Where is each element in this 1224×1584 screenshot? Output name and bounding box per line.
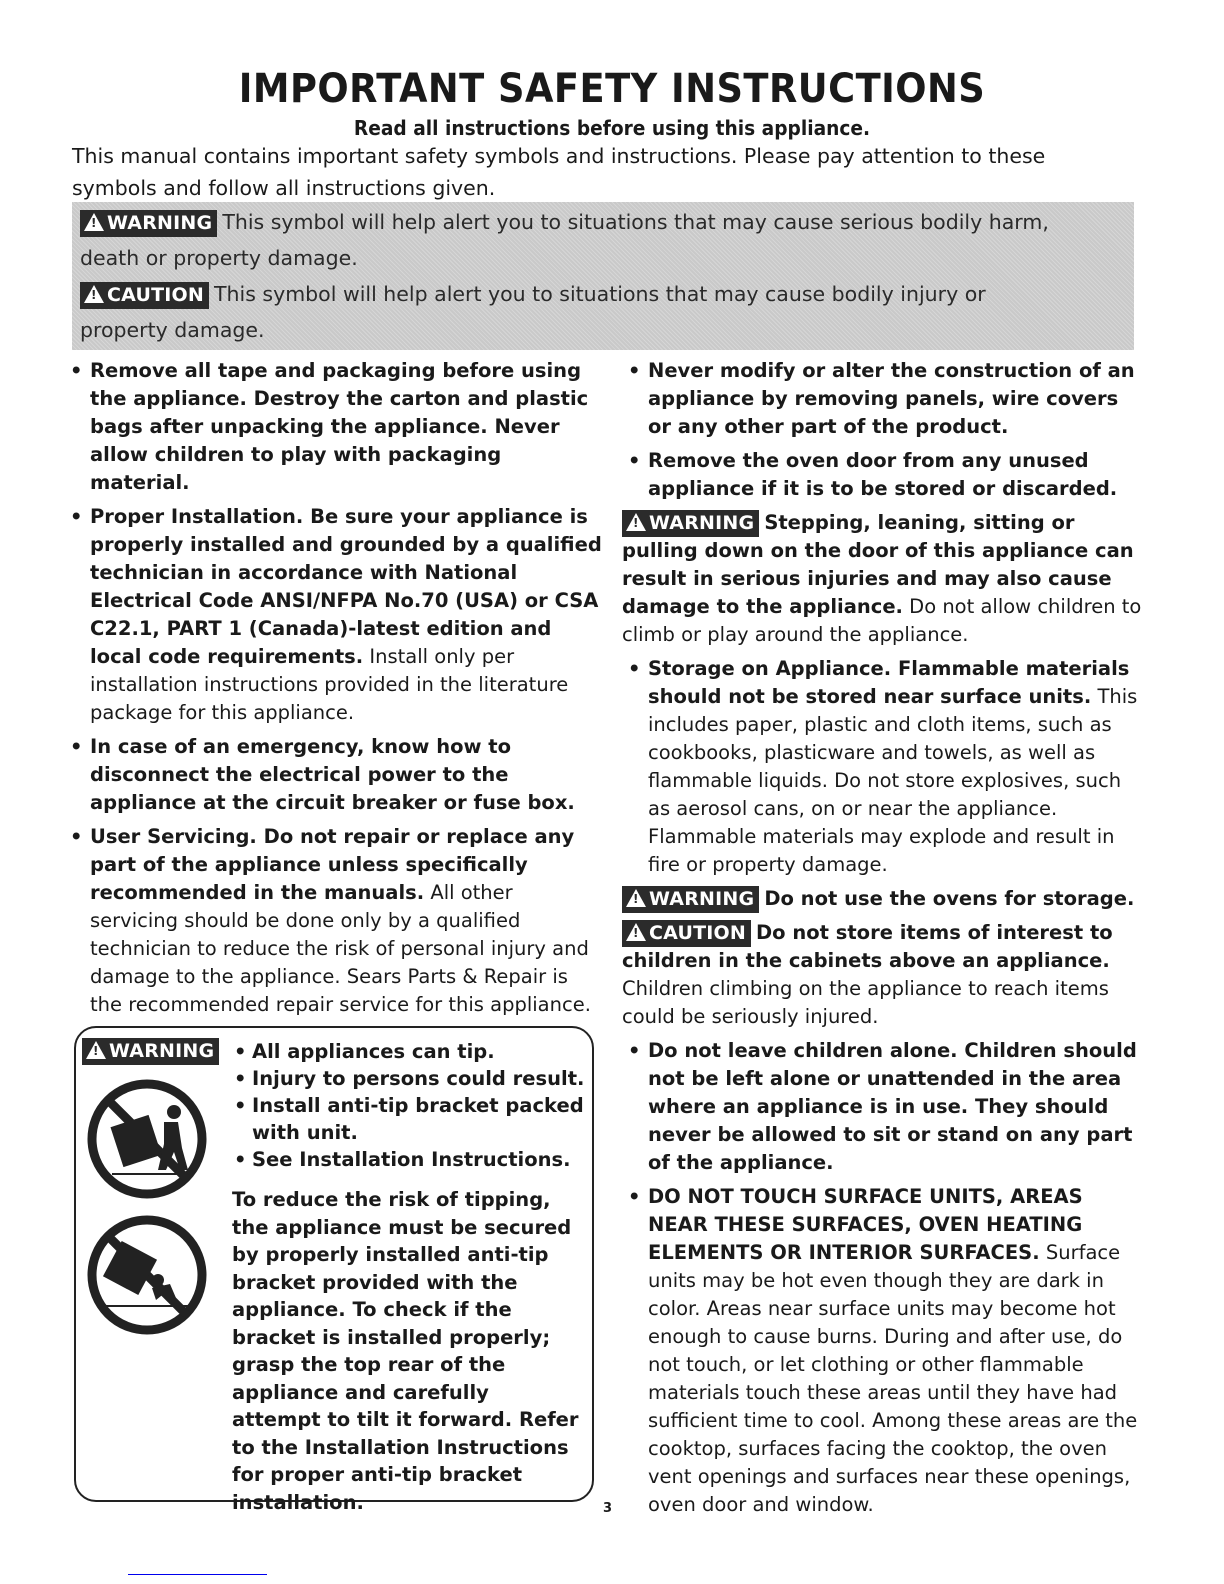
warning-triangle-icon xyxy=(626,889,646,907)
list-item: • Storage on Appliance. Flammable materials should not be stored near surface units. This includes paper, plastic and cloth items, such as cookbooks, plasticware and towels, as well as flammable liquids. Do not store explosives, such as aerosol cans, on or near the appliance. Flammable materials may explode and result in fire or property damage. xyxy=(622,655,1142,879)
caution-definition-cont: property damage. xyxy=(80,318,265,342)
caution-notice: !CAUTION Do not store items of interest to children in the cabinets above an appliance. Children climbing on the appliance to reach items could be seriously injured. xyxy=(622,919,1142,1031)
safety-symbols-box xyxy=(72,202,1134,350)
page-subtitle: Read all instructions before using this appliance. xyxy=(353,116,871,140)
anti-tip-warning-box xyxy=(74,1026,594,1514)
list-item: • Do not leave children alone. Children should not be left alone or unattended in the area where an appliance is in use. They should never be allowed to sit or stand on any part of the appliance. xyxy=(622,1037,1142,1177)
list-item: • Proper Installation. Be sure your appliance is properly installed and grounded by a qualified technician in accordance with National Electrical Code ANSI/NFPA No.70 (USA) or CSA C22.1, PART 1 (Canada)-latest edition and local code requirements. Install only per installation instructions provided in the literature package for this appliance. xyxy=(64,503,604,727)
warning-badge: !WARNING xyxy=(622,886,759,913)
right-column xyxy=(622,357,1142,1525)
anti-tip-bullets xyxy=(232,1038,592,1173)
warning-triangle-icon xyxy=(84,213,104,231)
list-item: • See Installation Instructions. xyxy=(232,1146,592,1173)
warning-definition-cont: death or property damage. xyxy=(80,246,358,270)
caution-badge: !CAUTION xyxy=(80,282,209,309)
warning-triangle-icon xyxy=(84,285,104,303)
warning-badge: !WARNING xyxy=(82,1038,219,1065)
list-item: • User Servicing. Do not repair or replace any part of the appliance unless specifically recommended in the manuals. All other servicing should be done only by a qualified technician to reduce the risk of personal injury and damage to the appliance. Sears Parts & Repair is the recommended repair service for this appliance. xyxy=(64,823,604,1019)
warning-notice: !WARNING Stepping, leaning, sitting or pulling down on the door of this appliance can result in serious injuries and may also cause damage to the appliance. Do not allow children to climb or play around the appliance. xyxy=(622,509,1142,649)
caution-definition: !CAUTION This symbol will help alert you to situations that may cause bodily injury or xyxy=(80,282,986,309)
warning-triangle-icon xyxy=(86,1041,106,1059)
no-tipping-adult-icon xyxy=(86,1078,208,1200)
warning-notice: !WARNING Do not use the ovens for storage. xyxy=(622,885,1142,913)
list-item: • All appliances can tip. xyxy=(232,1038,592,1065)
list-item: • Remove the oven door from any unused appliance if it is to be stored or discarded. xyxy=(622,447,1142,503)
list-item: • Remove all tape and packaging before using the appliance. Destroy the carton and plastic bags after unpacking the appliance. Never allow children to play with packaging material. xyxy=(64,357,604,497)
left-column xyxy=(64,357,604,1025)
caution-badge: !CAUTION xyxy=(622,920,751,947)
page-title: IMPORTANT SAFETY INSTRUCTIONS xyxy=(238,66,986,112)
warning-triangle-icon xyxy=(626,513,646,531)
warning-badge: !WARNING xyxy=(622,510,759,537)
anti-tip-paragraph: To reduce the risk of tipping, the appliance must be secured by properly installed anti-tip bracket provided with the appliance. To check if the bracket is installed properly; grasp the top rear of the appliance and carefully attempt to tilt it forward. Refer to the Installation Instructions for proper anti-tip bracket installation. xyxy=(232,1188,579,1514)
list-item: • Never modify or alter the construction of an appliance by removing panels, wire covers or any other part of the product. xyxy=(622,357,1142,441)
warning-definition: !WARNING This symbol will help alert you to situations that may cause serious bodily harm, xyxy=(80,210,1049,237)
no-tipping-child-icon xyxy=(86,1214,208,1336)
page-number: 3 xyxy=(603,1501,613,1516)
list-item: • Injury to persons could result. xyxy=(232,1065,592,1092)
intro-paragraph: This manual contains important safety symbols and instructions. Please pay attention to these symbols and follow all instructions given. xyxy=(72,144,1046,200)
list-item: • Install anti-tip bracket packed with unit. xyxy=(232,1092,592,1146)
link-underline[interactable] xyxy=(128,1574,267,1575)
warning-triangle-icon xyxy=(626,923,646,941)
warning-badge: !WARNING xyxy=(80,210,217,237)
list-item: • DO NOT TOUCH SURFACE UNITS, AREAS NEAR THESE SURFACES, OVEN HEATING ELEMENTS OR INTERIOR SURFACES. Surface units may be hot even though they are dark in color. Areas near surface units may become hot enough to cause burns. During and after use, do not touch, or let clothing or other flammable materials touch these areas until they have had sufficient time to cool. Among these areas are the cooktop, surfaces facing the cooktop, the oven vent openings and surfaces near these openings, oven door and window. xyxy=(622,1183,1142,1519)
list-item: • In case of an emergency, know how to disconnect the electrical power to the appliance at the circuit breaker or fuse box. xyxy=(64,733,604,817)
